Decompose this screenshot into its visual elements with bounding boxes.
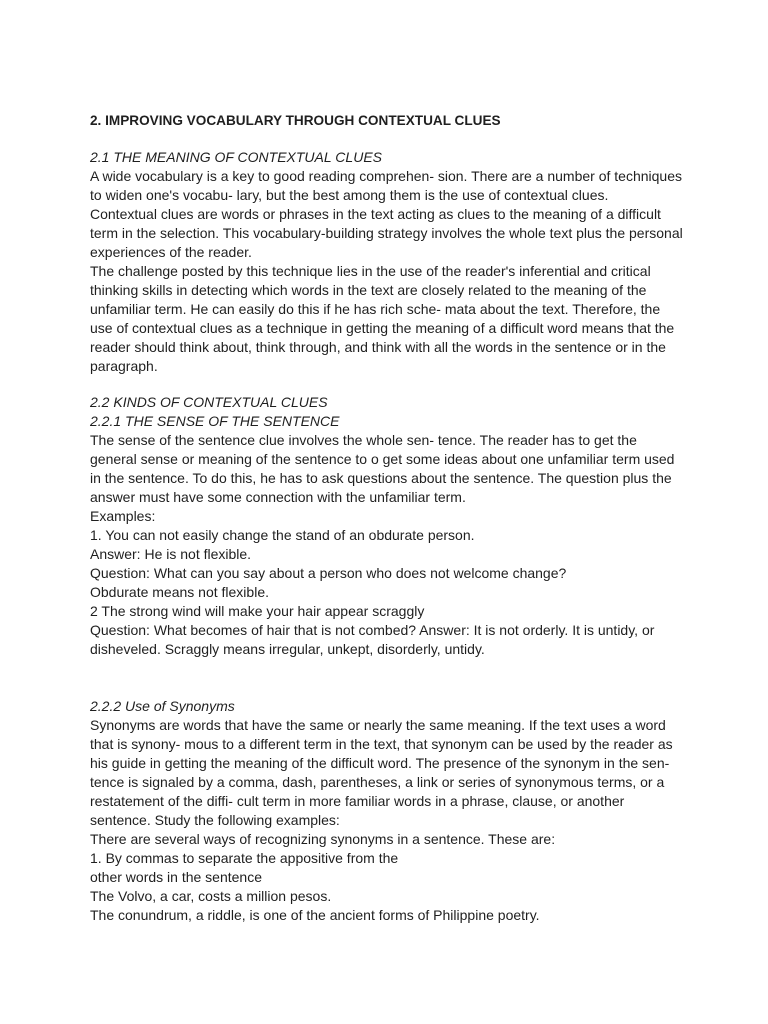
paragraph-line: answer must have some connection with the unfamiliar term. <box>90 489 466 505</box>
paragraph-line: Examples: <box>90 508 156 524</box>
spacer <box>90 659 680 697</box>
paragraph-line: unfamiliar term. He can easily do this if he has rich sche- mata about the text. Therefore, the <box>90 301 661 317</box>
document-page <box>90 110 683 925</box>
section-body <box>90 716 680 925</box>
document-title: 2. IMPROVING VOCABULARY THROUGH CONTEXTUAL CLUES <box>90 113 501 128</box>
paragraph-line: The challenge posted by this technique lies in the use of the reader's inferential and critical <box>90 263 651 279</box>
section-body <box>90 431 680 659</box>
paragraph-line: The conundrum, a riddle, is one of the ancient forms of Philippine poetry. <box>90 907 540 923</box>
paragraph-line: Question: What can you say about a person who does not welcome change? <box>90 565 567 581</box>
paragraph-line: that is synony- mous to a different term in the text, that synonym can be used by the reader as <box>90 736 673 752</box>
section-body <box>90 167 683 376</box>
paragraph-line: paragraph. <box>90 358 158 374</box>
paragraph-line: in the sentence. To do this, he has to ask questions about the sentence. The question plus the <box>90 470 672 486</box>
spacer <box>90 130 680 148</box>
paragraph-line: use of contextual clues as a technique in getting the meaning of a difficult word means that the <box>90 320 675 336</box>
paragraph-line: Question: What becomes of hair that is not combed? Answer: It is not orderly. It is untidy, or <box>90 622 655 638</box>
spacer <box>90 376 680 393</box>
paragraph-line: other words in the sentence <box>90 869 262 885</box>
paragraph-line: Answer: He is not flexible. <box>90 546 252 562</box>
paragraph-line: There are several ways of recognizing synonyms in a sentence. These are: <box>90 831 556 847</box>
paragraph-line: sentence. Study the following examples: <box>90 812 340 828</box>
paragraph-line: his guide in getting the meaning of the difficult word. The presence of the synonym in the sen- <box>90 755 670 771</box>
paragraph-line: 2 The strong wind will make your hair appear scraggly <box>90 603 425 619</box>
paragraph-line: A wide vocabulary is a key to good reading comprehen- sion. There are a number of techniques <box>90 168 682 184</box>
section-heading: 2.2 KINDS OF CONTEXTUAL CLUES <box>90 394 328 410</box>
paragraph-line: 1. By commas to separate the appositive from the <box>90 850 399 866</box>
paragraph-line: The sense of the sentence clue involves the whole sen- tence. The reader has to get the <box>90 432 637 448</box>
paragraph-line: reader should think about, think through, and think with all the words in the sentence or in the <box>90 339 666 355</box>
paragraph-line: to widen one's vocabu- lary, but the best among them is the use of contextual clues. <box>90 187 609 203</box>
paragraph-line: Contextual clues are words or phrases in the text acting as clues to the meaning of a difficult <box>90 206 661 222</box>
paragraph-line: disheveled. Scraggly means irregular, unkept, disorderly, untidy. <box>90 641 485 657</box>
paragraph-line: general sense or meaning of the sentence to o get some ideas about one unfamiliar term used <box>90 451 675 467</box>
paragraph-line: Synonyms are words that have the same or nearly the same meaning. If the text uses a word <box>90 717 666 733</box>
paragraph-line: thinking skills in detecting which words in the text are closely related to the meaning of the <box>90 282 647 298</box>
paragraph-line: Obdurate means not flexible. <box>90 584 269 600</box>
section-heading: 2.1 THE MEANING OF CONTEXTUAL CLUES <box>90 149 382 165</box>
subsection-heading: 2.2.1 THE SENSE OF THE SENTENCE <box>90 413 340 429</box>
paragraph-line: restatement of the diffi- cult term in more familiar words in a phrase, clause, or another <box>90 793 625 809</box>
subsection-heading: 2.2.2 Use of Synonyms <box>90 698 235 714</box>
paragraph-line: The Volvo, a car, costs a million pesos. <box>90 888 332 904</box>
paragraph-line: tence is signaled by a comma, dash, parentheses, a link or series of synonymous terms, or a <box>90 774 665 790</box>
paragraph-line: 1. You can not easily change the stand of an obdurate person. <box>90 527 475 543</box>
paragraph-line: term in the selection. This vocabulary-building strategy involves the whole text plus the personal <box>90 225 683 241</box>
paragraph-line: experiences of the reader. <box>90 244 252 260</box>
